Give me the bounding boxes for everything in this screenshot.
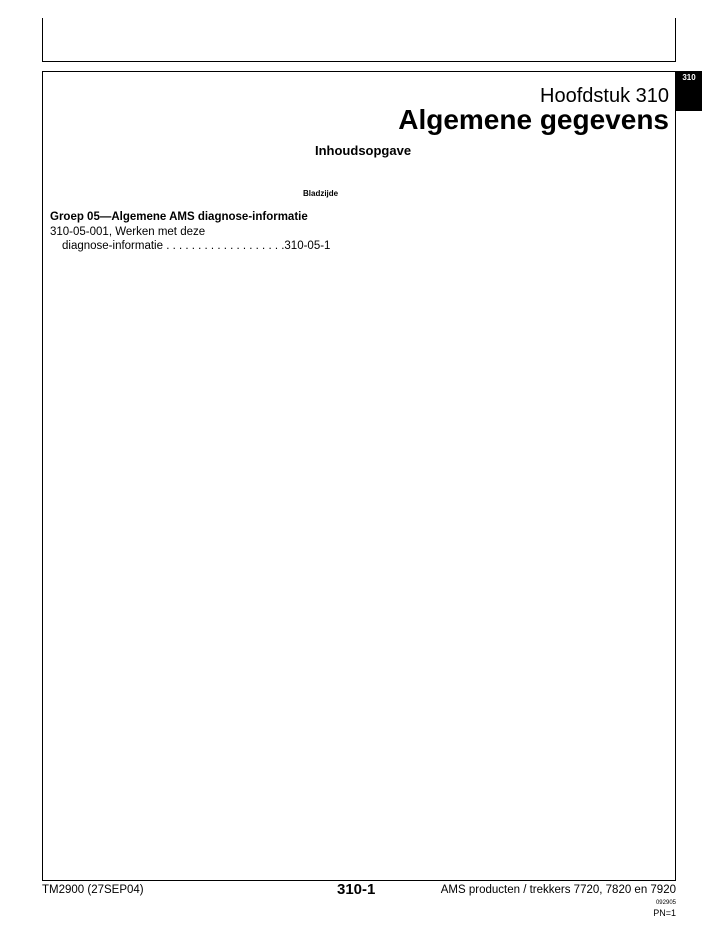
page-frame	[42, 71, 676, 881]
toc-group-title: Groep 05—Algemene AMS diagnose-informatie	[50, 211, 308, 223]
footer-code: 092905	[655, 900, 676, 906]
footer-pn: PN=1	[653, 908, 676, 918]
page-title: Algemene gegevens	[398, 104, 669, 135]
chapter-heading: Hoofdstuk 310	[540, 85, 669, 107]
toc-heading: Inhoudsopgave	[315, 143, 412, 158]
footer-page-number: 310-1	[337, 881, 376, 898]
section-tab-label: 310	[682, 73, 696, 82]
toc-entry-line2[interactable]: diagnose-informatie . . . . . . . . . . . . . . . . . . .310-05-1	[62, 240, 331, 252]
section-tab	[676, 71, 702, 111]
page-column-label: Bladzijde	[303, 189, 339, 198]
top-frame	[42, 18, 676, 62]
footer-manual-id: TM2900 (27SEP04)	[42, 884, 144, 896]
toc-entry-line1[interactable]: 310-05-001, Werken met deze	[50, 226, 206, 238]
footer-product: AMS producten / trekkers 7720, 7820 en 7920	[440, 884, 676, 896]
